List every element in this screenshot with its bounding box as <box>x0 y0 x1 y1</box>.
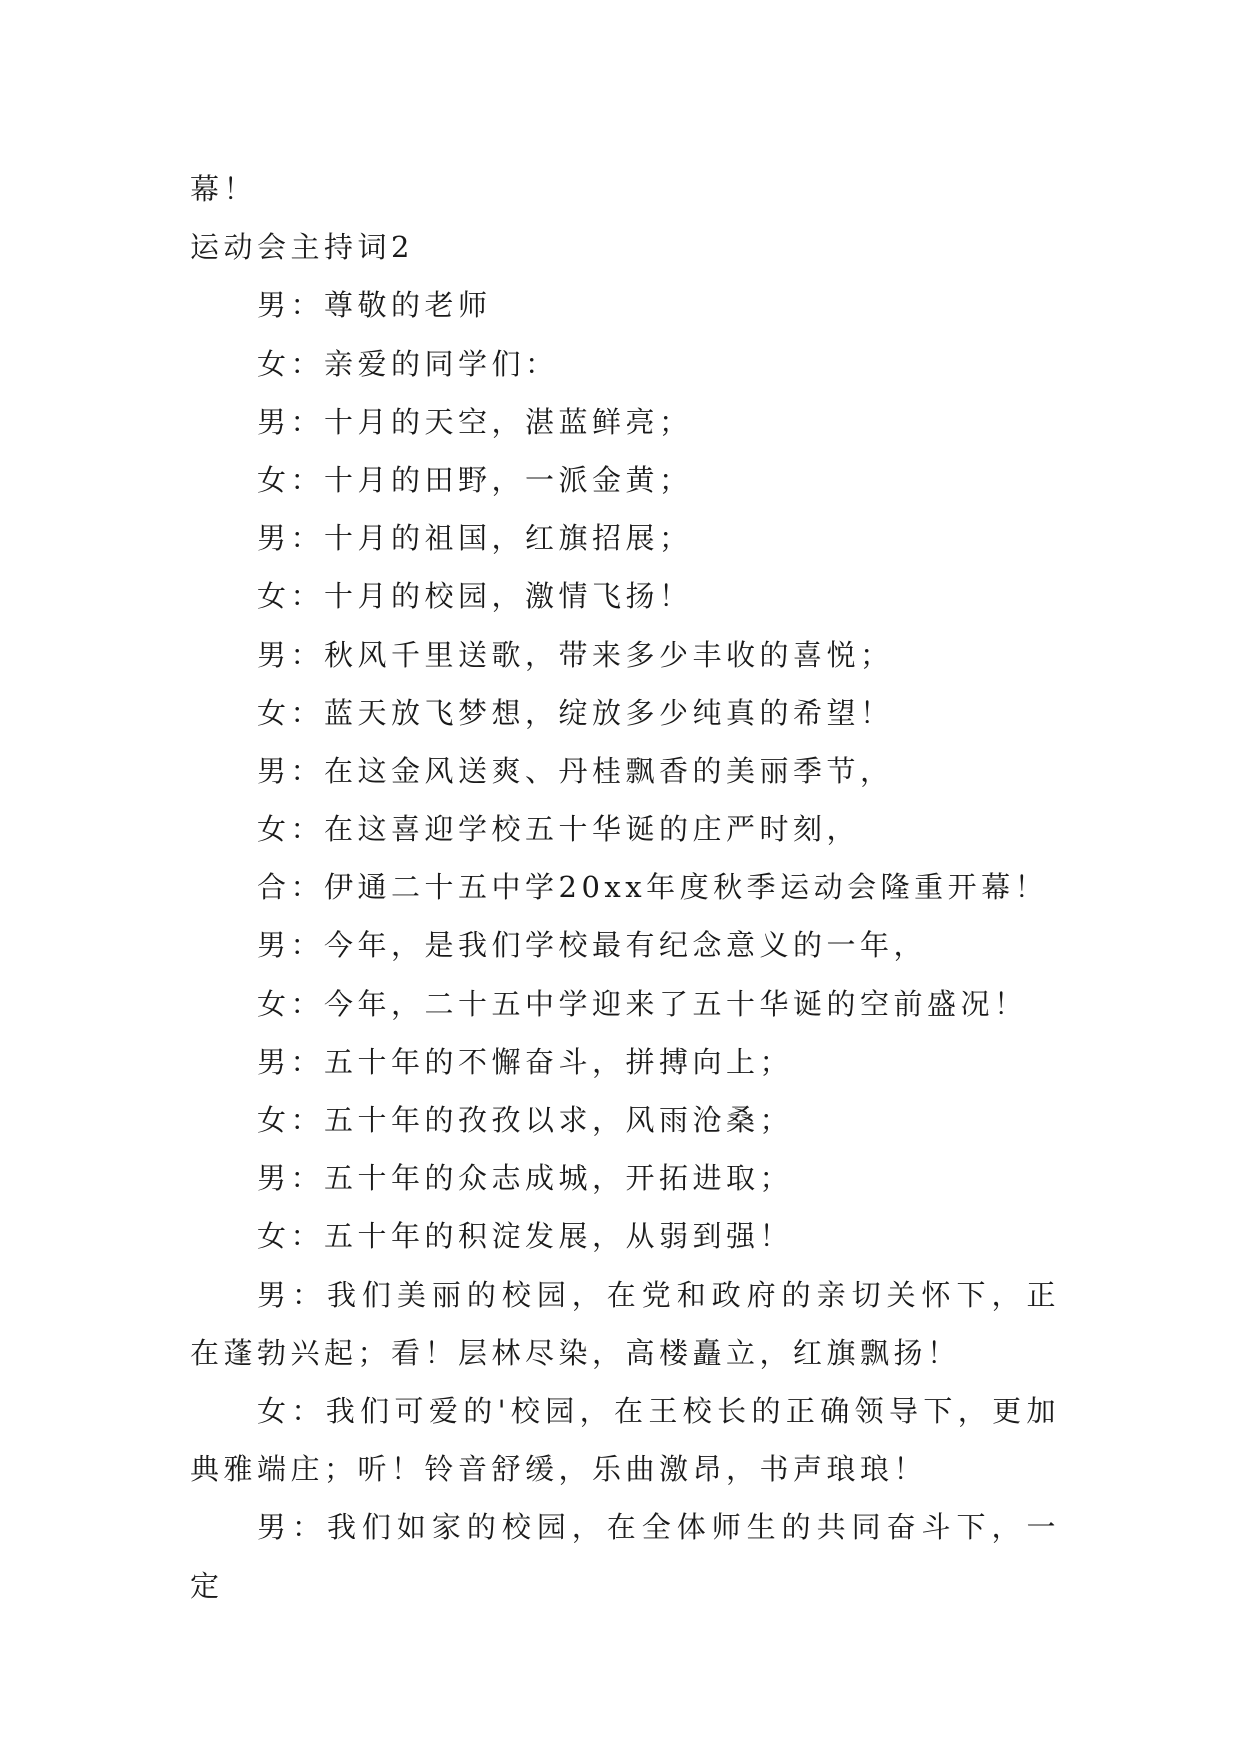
dialogue-line: 女：五十年的积淀发展，从弱到强！ <box>257 1219 794 1254</box>
text-line: 幕！ <box>190 172 258 206</box>
dialogue-line: 男：尊敬的老师 <box>257 288 492 323</box>
section-heading: 运动会主持词2 <box>190 230 414 265</box>
dialogue-line: 女：五十年的孜孜以求，风雨沧桑； <box>257 1103 794 1137</box>
dialogue-line: 男：在这金风送爽、丹桂飘香的美丽季节， <box>257 753 894 788</box>
document-body <box>190 160 1060 1615</box>
dialogue-line: 男：十月的天空，湛蓝鲜亮； <box>257 404 693 439</box>
dialogue-line: 男：十月的祖国，红旗招展； <box>257 521 693 556</box>
dialogue-line: 女：今年，二十五中学迎来了五十华诞的空前盛况！ <box>257 986 1028 1021</box>
dialogue-paragraph: 男：我们美丽的校园，在党和政府的亲切关怀下，正在蓬勃兴起；看！层林尽染，高楼矗立，红旗飘扬！ <box>190 1277 1060 1370</box>
dialogue-line: 女：十月的校园，激情飞扬！ <box>257 579 693 614</box>
dialogue-line: 男：五十年的众志成城，开拓进取； <box>257 1161 794 1196</box>
dialogue-line: 男：秋风千里送歌，带来多少丰收的喜悦； <box>257 637 894 672</box>
dialogue-line: 女：蓝天放飞梦想，绽放多少纯真的希望！ <box>257 695 894 730</box>
dialogue-line: 男：五十年的不懈奋斗，拼搏向上； <box>257 1044 794 1079</box>
dialogue-line: 女：亲爱的同学们： <box>257 346 559 381</box>
dialogue-line: 男：今年，是我们学校最有纪念意义的一年， <box>257 928 928 963</box>
dialogue-paragraph: 男：我们如家的校园，在全体师生的共同奋斗下，一定 <box>190 1510 1060 1603</box>
dialogue-paragraph: 女：我们可爱的'校园，在王校长的正确领导下，更加典雅端庄；听！铃音舒缓，乐曲激昂，书声琅琅！ <box>190 1393 1060 1487</box>
dialogue-line: 女：十月的田野，一派金黄； <box>257 462 693 497</box>
dialogue-line: 女：在这喜迎学校五十华诞的庄严时刻， <box>257 812 861 847</box>
dialogue-line: 合：伊通二十五中学20xx年度秋季运动会隆重开幕！ <box>257 870 1049 905</box>
